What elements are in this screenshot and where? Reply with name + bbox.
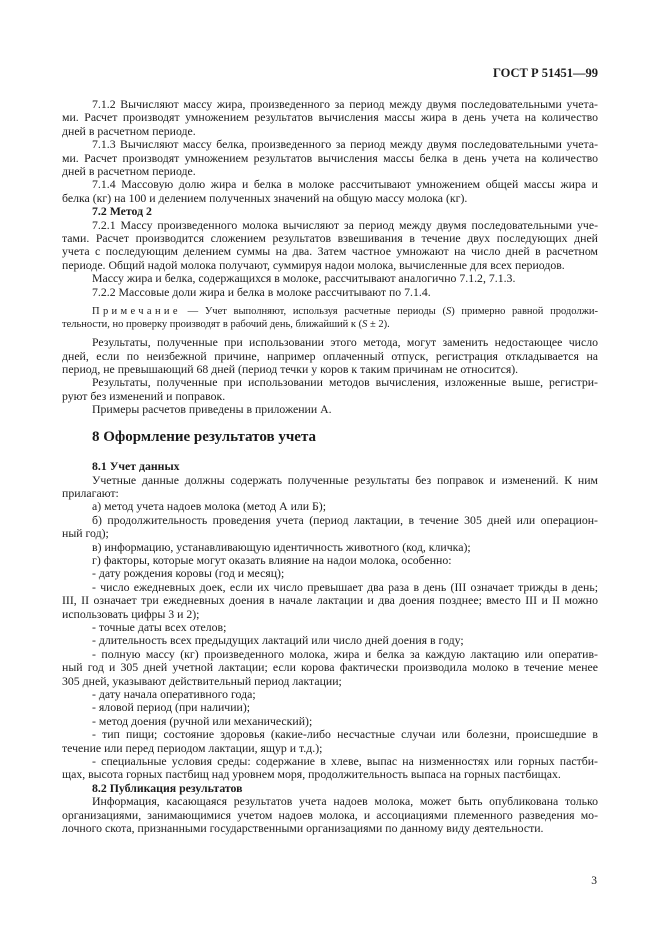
standard-designation: ГОСТ Р 51451—99: [492, 66, 598, 80]
text-line: дней, если по неизбежной причине, например оплаченный отпуск, регистрация откладывается на: [62, 348, 598, 363]
text-line: Учетные данные должны содержать полученные результаты без поправок и изменений. К ним: [92, 472, 598, 487]
text-line: дней в расчетном периоде.: [62, 123, 196, 138]
list-item-a: а) метод учета надоев молока (метод А или Б);: [92, 499, 327, 514]
clause-7-2-1-fat-protein: Массу жира и белка, содержащихся в молоке, рассчитывают аналогично 7.1.2, 7.1.3.: [92, 271, 516, 286]
text-line: ный год и 305 дней учетной лактации; если корова фактически производила молоко в течение менее: [62, 660, 598, 675]
clause-heading-8-2: 8.2 Публикация результатов: [92, 780, 243, 795]
dash-item-milking-method: - метод доения (ручной или механический);: [92, 713, 313, 728]
note-variable: S: [362, 319, 368, 331]
dash-item-birth-date: - дату рождения коровы (год и месяц);: [92, 566, 285, 581]
list-item-b: [62, 514, 598, 541]
clause-7-1-3: [62, 138, 598, 178]
dash-item-dry-period: - яловой период (при наличии);: [92, 700, 251, 715]
text-line: - полную массу (кг) произведенного молока, жира и белка за каждую лактацию или оператив-: [92, 646, 598, 661]
dash-item-previous-lactations: - длительность всех предыдущих лактаций или число дней доения в году;: [92, 633, 464, 648]
text-line: прилагают:: [62, 485, 119, 500]
dash-item-total-mass: [62, 648, 598, 688]
paragraph-examples: Примеры расчетов приведены в приложении А.: [92, 402, 332, 417]
dash-item-environment: [62, 755, 598, 782]
text-line: 7.1.2 Вычисляют массу жира, произведенного за период между двумя последовательными учета-: [92, 97, 598, 111]
text-line: использовать цифры 3 и 2);: [62, 606, 200, 621]
text-line: белка (кг) на 100 и делением полученных значений на общую массу молока (кг).: [62, 190, 468, 205]
list-item-v: в) информацию, устанавливающую идентичность животного (код, кличка);: [92, 539, 471, 554]
text-line: ми. Расчет производят умножением результатов вычисления массы белка в день учета на количество: [62, 150, 598, 165]
text-line: ный год);: [62, 526, 109, 541]
text-line: ми. Расчет производят умножением результатов вычисления массы жира в день учета на количество: [62, 110, 598, 125]
dash-item-calving-dates: - точные даты всех отелов;: [92, 620, 227, 634]
note-text: ± 2).: [367, 319, 390, 331]
clause-7-2-1: [62, 219, 598, 273]
clause-7-1-4: [62, 178, 598, 205]
text-line: течение или перед периодом лактации, ящур и т.д.);: [62, 740, 323, 755]
dash-item-milkings: [62, 581, 598, 621]
page-number: 3: [591, 875, 597, 887]
note-text: тельности, но проверку производят в рабочий день, ближайший к (: [62, 319, 363, 331]
text-line: дней в расчетном периоде.: [62, 164, 196, 179]
note-label: Примечание: [92, 306, 181, 318]
paragraph-registration: [62, 376, 598, 403]
text-line: Результаты, полученные при использовании методов вычисления, изложенные выше, регистри-: [92, 375, 598, 390]
paragraph-missing-days: [62, 336, 598, 376]
text-line: Информация, касающаяся результатов учета надоев молока, может быть опубликована только: [92, 794, 598, 809]
text-line: 7.1.3 Вычисляют массу белка, произведенного за период между двумя последовательными учета-: [92, 137, 598, 152]
note-variable: S: [445, 306, 452, 318]
document-body: [62, 98, 598, 836]
list-item-g: г) факторы, которые могут оказать влияние на надои молока, особенно:: [92, 552, 452, 567]
text-line: тами. Расчет производится сложением результатов взвешивания в течение двух последующих дней: [62, 231, 598, 246]
section-heading-8: 8 Оформление результатов учета: [92, 429, 316, 446]
clause-7-1-2: [62, 98, 598, 138]
note-line: [62, 318, 598, 331]
clause-8-2-publication: [62, 795, 598, 835]
text-line: лочного скота, признанными государственными организациями по данному виду деятельности.: [62, 821, 544, 836]
text-line: б) продолжительность проведения учета (период лактации, в течение 305 дней или операцион-: [92, 512, 598, 527]
dash-item-operational-year-start: - дату начала оперативного года;: [92, 687, 256, 702]
note-line: [62, 305, 598, 318]
text-line: учета с последующим делением суммы на два. Затем частное умножают на число дней в расчетном: [62, 244, 598, 259]
note-text: — Учет выполняют, используя расчетные периоды (: [180, 306, 446, 318]
text-line: организациями, занимающимися учетом надоев молока, и ассоциациями племенного разведения мо-: [62, 807, 598, 822]
text-line: 7.1.4 Массовую долю жира и белка в молоке рассчитывают умножением общей массы жира и: [92, 177, 598, 192]
text-line: руют без изменений и поправок.: [62, 388, 226, 403]
text-line: периоде. Общий надой молока получают, суммируя надои молока, вычисленные для всех периодов.: [62, 257, 565, 272]
text-line: - тип пищи; состояние здоровья (какие-либо несчастные случаи или болезни, происшедшие в: [92, 727, 598, 742]
text-line: - число ежедневных доек, если их число превышает два раза в день (III означает трижды в день;: [92, 579, 598, 594]
clause-heading-7-2: 7.2 Метод 2: [92, 204, 152, 219]
text-line: период, не превышающий 68 дней (период течки у коров к таким причинам не относится).: [62, 361, 519, 376]
text-line: щах, высота горных пастбищ над уровнем моря, продолжительность выпаса на горных пастбищах.: [62, 767, 561, 782]
note-text: ) примерно равной продолжи-: [451, 306, 598, 318]
text-line: III, II означает три ежедневных доения в начале лактации и два доения позднее; вместо III и II можно: [62, 593, 598, 608]
clause-8-1-intro: [62, 474, 598, 501]
text-line: 305 дней, указывают действительный период лактации;: [62, 673, 342, 688]
dash-item-feed-health: [62, 728, 598, 755]
note: [62, 305, 598, 331]
text-line: Результаты, полученные при использовании этого метода, могут заменить недостающее число: [92, 335, 598, 350]
clause-7-2-2: 7.2.2 Массовые доли жира и белка в молоке рассчитывают по 7.1.4.: [92, 284, 431, 299]
text-line: 7.2.1 Массу произведенного молока вычисляют за период между двумя последовательными уче-: [92, 217, 598, 232]
text-line: - специальные условия среды: содержание в хлеве, выпас на низменностях или горных пастби-: [92, 754, 598, 769]
clause-heading-8-1: 8.1 Учет данных: [92, 459, 180, 474]
